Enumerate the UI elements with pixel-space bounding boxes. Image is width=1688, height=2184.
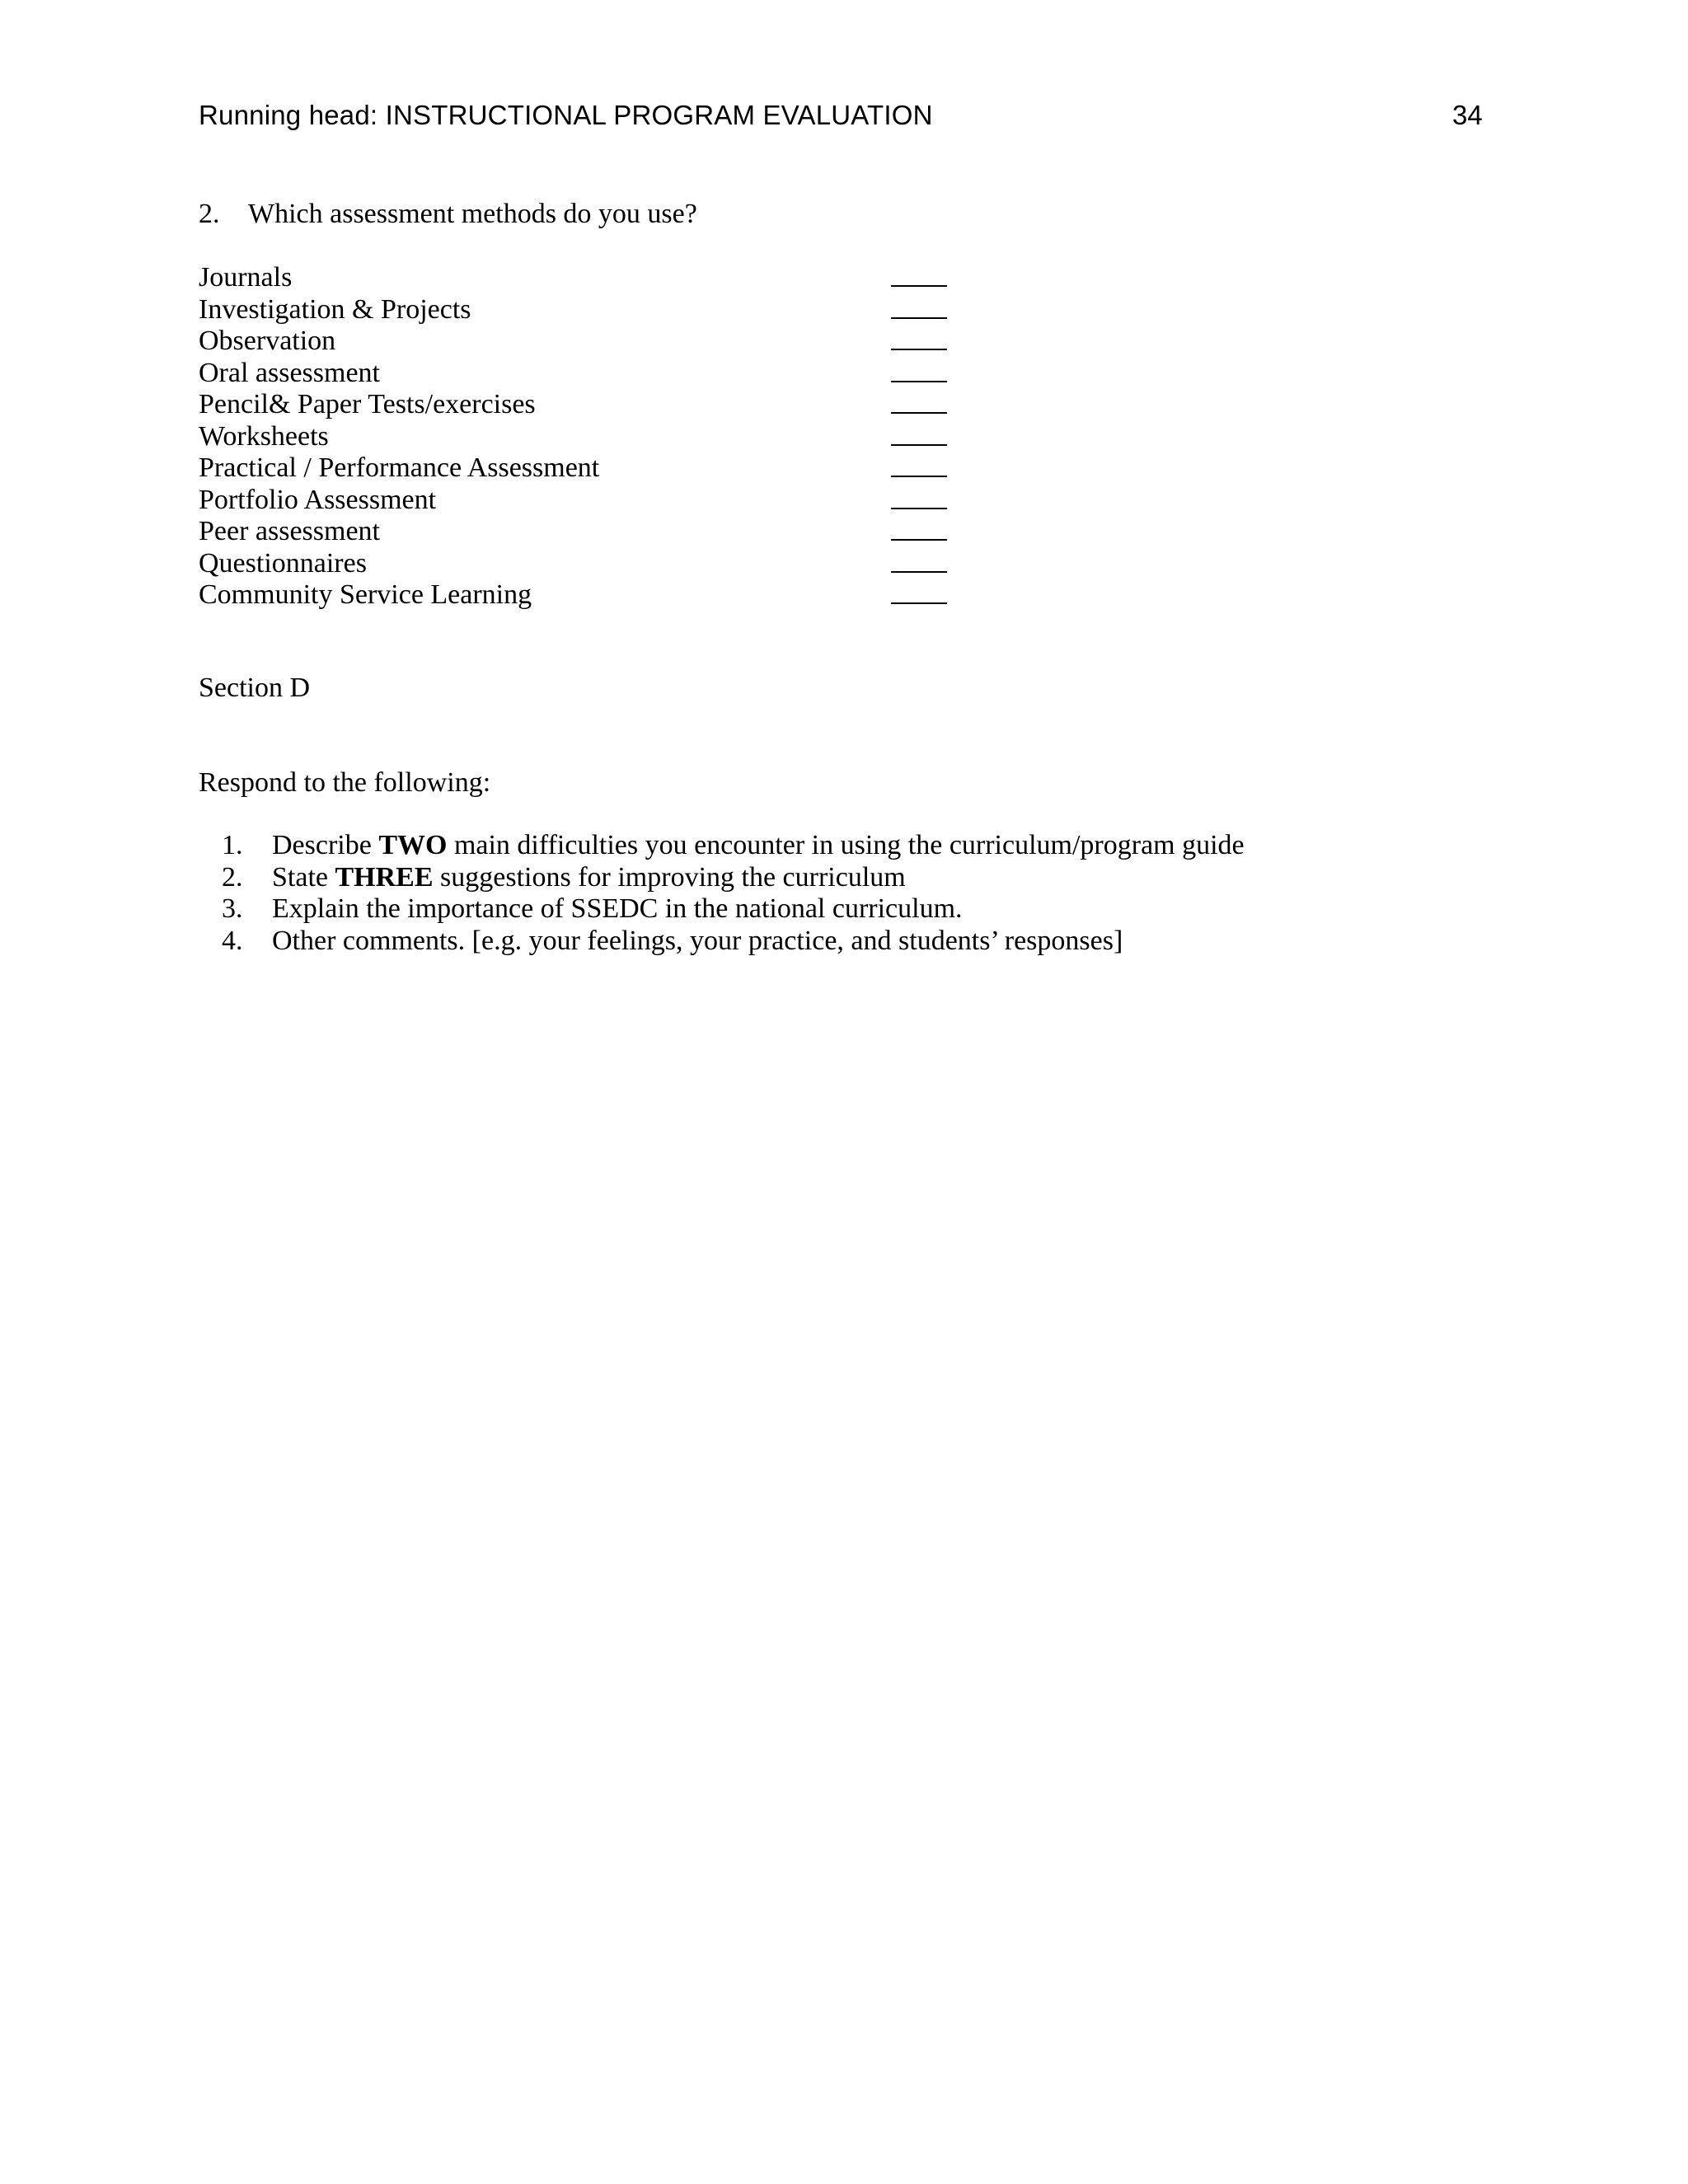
method-blank xyxy=(891,602,947,604)
response-text-before: State xyxy=(272,861,335,893)
method-blank xyxy=(891,571,947,573)
method-row xyxy=(199,515,957,547)
method-label: Oral assessment xyxy=(199,357,381,388)
method-row xyxy=(199,547,957,579)
section-heading: Section D xyxy=(199,673,311,703)
method-label: Pencil& Paper Tests/exercises xyxy=(199,389,536,419)
method-label: Portfolio Assessment xyxy=(199,484,437,515)
response-number: 1. xyxy=(222,830,243,860)
method-row xyxy=(199,325,957,357)
assessment-methods-list xyxy=(199,261,957,611)
method-blank xyxy=(891,349,947,350)
response-number: 4. xyxy=(222,925,243,956)
response-text-before: Other comments. [e.g. your feelings, your practice, and students’ responses] xyxy=(272,925,1123,956)
method-blank xyxy=(891,508,947,509)
section-instruction: Respond to the following: xyxy=(199,767,491,798)
method-row xyxy=(199,579,957,611)
question-2 xyxy=(199,198,697,230)
method-label: Journals xyxy=(199,262,293,293)
response-text-before: Describe xyxy=(272,830,379,860)
method-blank xyxy=(891,381,947,382)
method-blank xyxy=(891,412,947,414)
method-row xyxy=(199,261,957,293)
method-row xyxy=(199,420,957,452)
response-text-after: main difficulties you encounter in using the curriculum/program guide xyxy=(447,830,1245,860)
method-label: Questionnaires xyxy=(199,547,367,579)
method-label: Worksheets xyxy=(199,420,329,452)
method-row xyxy=(199,388,957,420)
method-label: Peer assessment xyxy=(199,516,381,546)
method-row xyxy=(199,484,957,516)
method-label: Practical / Performance Assessment xyxy=(199,452,600,483)
method-label: Investigation & Projects xyxy=(199,293,471,325)
response-text xyxy=(272,829,1245,861)
response-number: 2. xyxy=(222,861,243,893)
response-text xyxy=(272,925,1123,957)
response-emphasis: TWO xyxy=(378,830,448,860)
method-label: Community Service Learning xyxy=(199,579,532,610)
method-row xyxy=(199,293,957,326)
method-blank xyxy=(891,317,947,319)
response-text xyxy=(272,893,963,925)
method-row xyxy=(199,357,957,389)
page-number: 34 xyxy=(1452,100,1483,130)
method-row xyxy=(199,452,957,484)
method-blank xyxy=(891,285,947,287)
response-text-before: Explain the importance of SSEDC in the national curriculum. xyxy=(272,893,963,924)
response-emphasis: THREE xyxy=(335,861,434,893)
question-text: Which assessment methods do you use? xyxy=(248,199,697,229)
method-blank xyxy=(891,539,947,541)
method-blank xyxy=(891,476,947,477)
response-number: 3. xyxy=(222,893,243,924)
method-blank xyxy=(891,444,947,446)
running-head: Running head: INSTRUCTIONAL PROGRAM EVALUATION xyxy=(199,100,933,130)
response-text xyxy=(272,861,906,893)
question-number: 2. xyxy=(199,199,220,229)
method-label: Observation xyxy=(199,326,336,356)
response-text-after: suggestions for improving the curriculum xyxy=(433,861,906,893)
